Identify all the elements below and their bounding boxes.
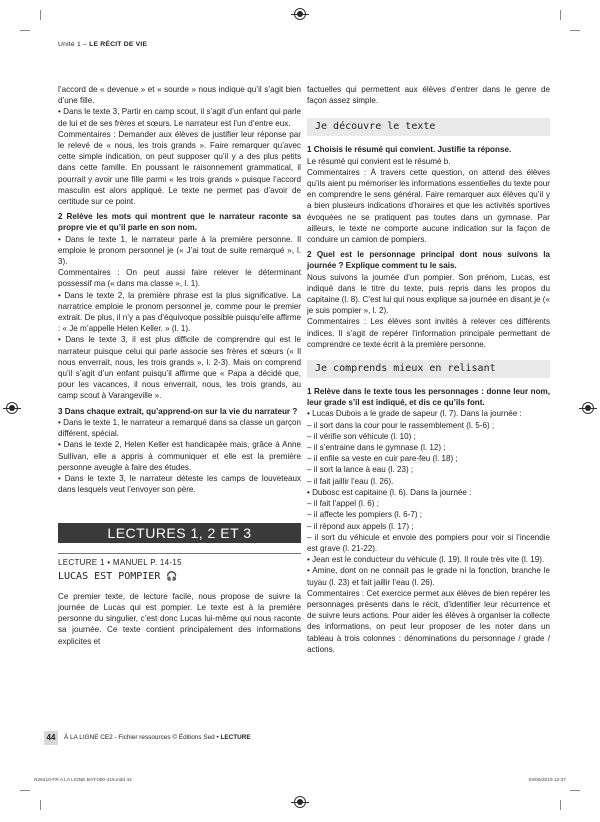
question-2: 2 Relève les mots qui montrent que le narrateur raconte sa propre vie et qu’il parle en son nom. xyxy=(58,212,301,233)
list-item: • Amine, dont on ne connait pas le grade ni la fonction, branche le tuyau (l. 23) et fait jaillir l’eau (l. 26). xyxy=(307,566,550,587)
lecture-title xyxy=(58,571,301,583)
list-item: – il enfile sa veste en cuir pare-feu (l. 18) ; xyxy=(307,454,458,464)
registration-mark-left xyxy=(6,402,18,414)
crop-mark xyxy=(30,800,41,810)
audio-icon: 🎧 xyxy=(166,571,178,582)
list-item: – il s’entraine dans le gymnase (l. 12) ; xyxy=(307,443,446,453)
paragraph: Commentaires : Les élèves sont invités à relever ces différents indices. Il s’agit de repérer l’information principale permettant de comprendre ce texte écrit à la première personne. xyxy=(307,317,550,349)
footer-text xyxy=(64,734,251,741)
list-item: • Jean est le conducteur du véhicule (l. 19). Il roule très vite (l. 19). xyxy=(307,555,545,565)
paragraph: • Dans le texte 2, Helen Keller est handicapée mais, grâce à Anne Sullivan, elle a appris à communiquer et elle est la première personne aveugle à faire des études. xyxy=(58,440,301,472)
footer-section: LECTURE xyxy=(220,734,251,741)
crop-mark xyxy=(570,790,580,801)
paragraph: Commentaires : On peut aussi faire relever le déterminant possessif ma (« dans ma classe », l. 1). xyxy=(58,268,301,289)
paragraph: • Dans le texte 1, le narrateur parle à la première personne. Il emploie le pronom personnel je (« J’ai tout de suite remarqué », l. 3). xyxy=(58,234,301,267)
left-column xyxy=(58,84,301,647)
lectures-banner: LECTURES 1, 2 ET 3 xyxy=(58,523,301,543)
list-item: – il répond aux appels (l. 17) ; xyxy=(307,521,414,531)
list-item: – il sort dans la cour pour le rassemblement (l. 5-6) ; xyxy=(307,420,495,430)
list-item: – il sort du véhicule et envoie des pompiers pour voir si l’incendie est grave (l. 21-22). xyxy=(307,532,550,553)
print-slug-right: 04/06/2019 12:37 xyxy=(528,778,566,783)
paragraph: Nous suivons la journée d’un pompier. Son prénom, Lucas, est indiqué dans le titre du texte, puis repris dans les propos du capitaine (l. 8). C’est lui qui nous explique sa journée en disant je (« je suis pompier », l. 2). xyxy=(307,272,550,316)
running-head xyxy=(58,41,147,48)
registration-mark-top xyxy=(294,8,306,20)
list-item: • Dubosc est capitaine (l. 6). Dans la journée : xyxy=(307,487,472,497)
paragraph: • Dans le texte 3, le narrateur déteste les camps de louveteaux dans lesquels veut l’envoyer son père. xyxy=(58,473,301,495)
right-column xyxy=(307,84,550,655)
paragraph: Commentaires : Cet exercice permet aux élèves de bien repérer les personnages présents dans le récit, d’identifier leur récurrence et de suivre leurs actions. Pour aider les élèves à organiser la collecte des informations, on peut leur proposer de les noter dans un tableau à trois colonnes : dénominations du personnage / grade / actions. xyxy=(307,588,550,654)
list-item: – il fait l’appel (l. 6) ; xyxy=(307,499,379,509)
list-item: – il vérifie son véhicule (l. 10) ; xyxy=(307,431,416,441)
question-1: 1 Relève dans le texte tous les personnages : donne leur nom, leur grade s’il est indiqué, et dis ce qu’ils font. xyxy=(307,387,550,408)
crop-mark xyxy=(30,10,41,20)
list-item: – il sort la lance à eau (l. 23) ; xyxy=(307,465,414,475)
crop-mark xyxy=(560,10,571,20)
print-slug-left: N26410-FR A LA LIGNE BAT-000-419.indd 44 xyxy=(34,778,132,783)
paragraph: • Dans le texte 2, la première phrase est la plus significative. La narratrice emploie le pronom personnel je, comme pour le premier extrait. De plus, il n’y a pas d’équivoque possible puisqu’elle affirme : « Je m’appelle Helen Keller. » (l. 1). xyxy=(58,290,301,334)
paragraph: • Dans le texte 3, Partir en camp scout, il s’agit d’un enfant qui parle de lui et de ses frères et sœurs. Le narrateur est l’un d’entre eux. xyxy=(58,107,301,128)
section-header-decouvre: Je découvre le texte xyxy=(307,118,550,136)
list-item: – il fait jaillir l’eau (l. 26). xyxy=(307,476,394,486)
paragraph: • Dans le texte 3, il est plus difficile de comprendre qui est le narrateur puisque celui qui parle associe ses frères et sœurs (« Il nous enverrait, nous, les trois grands », l. 2-3). Mais on comprend qu’il s’agit d’un enfant puisqu’il affirme que « Papa a décidé que, pour les vacances, il nous enverrait, nous, les trois grands, au camp scout à Varangeville ». xyxy=(58,335,301,401)
list-item: – il affecte les pompiers (l. 6-7) ; xyxy=(307,510,423,520)
lecture-title-text: LUCAS EST POMPIER xyxy=(58,570,161,582)
paragraph: Commentaires : À travers cette question, on attend des élèves qu’ils aient pu mémoriser les informations essentielles du texte pour en comprendre le sens général. Faire remarquer aux élèves qu’il y a bien plusieurs indications d’horaires et que les activités sportives évoquées ne se pratiquent pas toutes dans un gymnase. Par ailleurs, le texte ne comporte aucune indication sur la façon de conduire un camion de pompiers. xyxy=(307,167,550,245)
footer-publisher: À LA LIGNE CE2 - Fichier ressources © Éditions Sed • xyxy=(64,734,221,741)
crop-mark xyxy=(20,790,30,801)
paragraph: Commentaires : Demander aux élèves de justifier leur réponse par le relevé de « nous, les trois grands ». Faire remarquer qu’avec cette simple indication, on peut supposer qu’il y a des plus petits dans cette famille. En poussant le raisonnement grammatical, il pourrait y avoir une fille parmi « les trois grands » puisque l’accord masculin est alors appliqué. Le texte ne permet pas d’avoir de certitude sur ce point. xyxy=(58,129,301,207)
question-1: 1 Choisis le résumé qui convient. Justifie ta réponse. xyxy=(307,145,512,155)
paragraph: Le résumé qui convient est le résumé b. xyxy=(307,156,451,166)
crop-mark xyxy=(570,20,580,31)
registration-mark-right xyxy=(582,402,594,414)
paragraph: factuelles qui permettent aux élèves d’entrer dans le genre de façon assez simple. xyxy=(307,85,550,106)
paragraph: l’accord de « devenue » et « sourde » nous indique qu’il s’agit bien d’une fille. xyxy=(58,85,301,106)
paragraph: • Dans le texte 1, le narrateur a remarqué dans sa classe un garçon différent, spécial. xyxy=(58,417,301,439)
running-head-title: LE RÉCIT DE VIE xyxy=(89,41,148,48)
lecture-reference: LECTURE 1 • MANUEL P. 14-15 xyxy=(58,553,301,568)
question-3: 3 Dans chaque extrait, qu’apprend-on sur la vie du narrateur ? xyxy=(58,406,298,416)
lecture-intro: Ce premier texte, de lecture facile, nous propose de suivre la journée de Lucas qui est pompier. Le texte est à la première personne du singulier, c’est donc Lucas lui-même qui nous raconte sa journée. Ce texte contient principalement des informations explicites et xyxy=(58,591,301,646)
page-number: 44 xyxy=(44,731,58,745)
crop-mark xyxy=(560,800,571,810)
question-2: 2 Quel est le personnage principal dont nous suivons la journée ? Explique comment tu le sais. xyxy=(307,250,550,271)
running-head-unit: Unité 1 – xyxy=(58,41,90,48)
registration-mark-bottom xyxy=(294,796,306,808)
section-header-comprends: Je comprends mieux en relisant xyxy=(307,360,550,378)
list-item: • Lucas Dubois a le grade de sapeur (l. 7). Dans la journée : xyxy=(307,409,522,419)
crop-mark xyxy=(20,20,30,31)
